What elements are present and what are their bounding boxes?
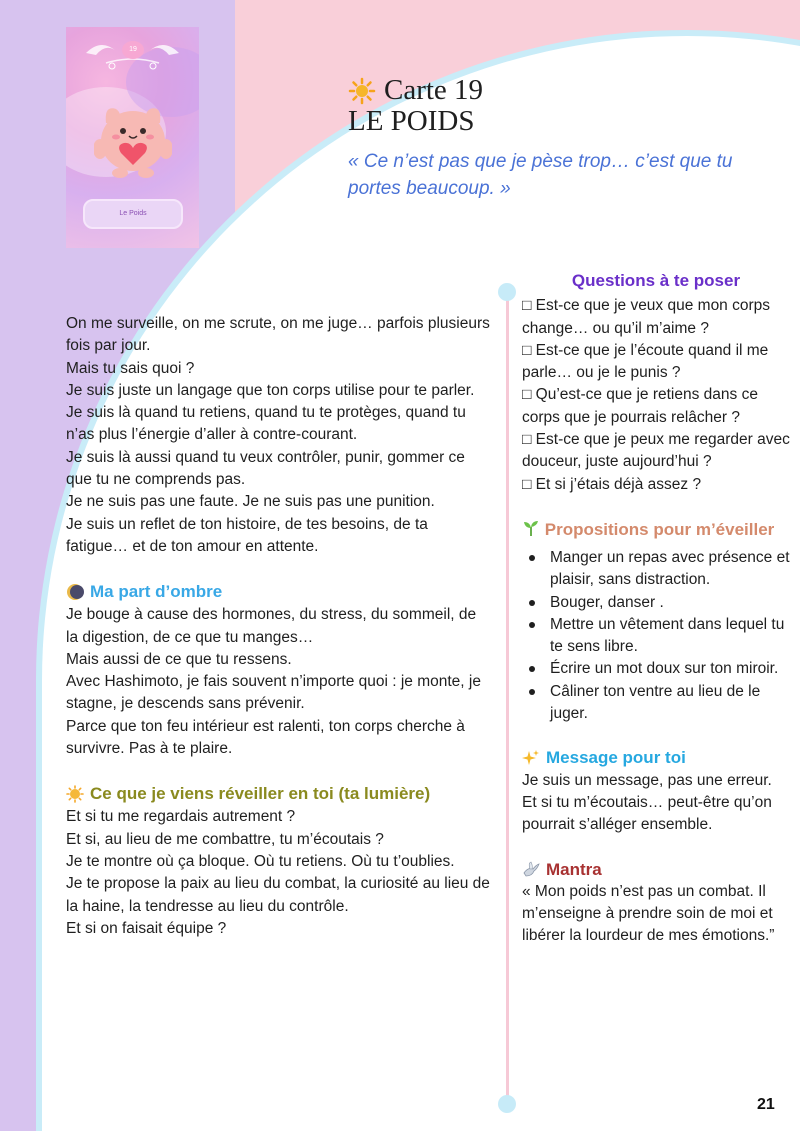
sparkles-icon (522, 749, 540, 767)
propositions-title: Propositions pour m’éveiller (544, 519, 775, 539)
moon-icon (66, 583, 84, 601)
left-column (66, 313, 491, 940)
title-block (348, 74, 778, 202)
heart-creature-icon (94, 93, 172, 181)
intro-paragraph: Je suis là aussi quand tu veux contrôler, punir, gommer ce que tu ne comprends pas. (66, 448, 465, 489)
list-item: Mettre un vêtement dans lequel tu te sens libre. (550, 614, 790, 659)
ombre-paragraph: Je bouge à cause des hormones, du stress, du sommeil, de la digestion, de ce que tu manges… (66, 606, 477, 646)
questions-list (522, 295, 790, 496)
questions-title: Questions à te poser (571, 271, 741, 290)
intro-paragraph: Je ne suis pas une faute. Je ne suis pas une punition. (66, 493, 435, 511)
lumiere-title: Ce que je viens réveiller en toi (ta lumière) (90, 784, 431, 804)
intro-section (66, 313, 491, 558)
list-item: Bouger, danser . (550, 592, 790, 614)
lumiere-heading (66, 782, 491, 806)
message-paragraph: Je suis un message, pas une erreur. (522, 771, 772, 789)
ombre-paragraph: Mais aussi de ce que tu ressens. (66, 650, 292, 668)
card-quote: « Ce n’est pas que je pèse trop… c’est que tu portes beaucoup. » (348, 151, 733, 199)
mantra-title: Mantra (546, 859, 602, 879)
sun-icon (66, 785, 84, 803)
message-title: Message pour toi (546, 748, 686, 768)
ombre-heading (66, 580, 491, 604)
question-item: □ Est-ce que je veux que mon corps change… ou qu’il m’aime ? (522, 297, 771, 337)
card-title-number: Carte 19 (384, 74, 484, 106)
lumiere-paragraph: Et si, au lieu de me combattre, tu m’écoutais ? (66, 830, 384, 848)
propositions-heading (522, 518, 790, 542)
intro-paragraph: Je suis là quand tu retiens, quand tu te protèges, quand tu n’as plus l’énergie d’aller à contre-courant. (66, 404, 466, 444)
timeline-dot-top (498, 283, 516, 301)
card-illustration (66, 27, 199, 248)
propositions-list (522, 547, 790, 725)
sprout-icon (522, 519, 540, 537)
star-icon (348, 77, 376, 105)
question-item: □ Est-ce que je l’écoute quand il me parle… ou je le punis ? (522, 341, 769, 382)
card-number-badge: 19 (122, 41, 144, 59)
card-title-name: LE POIDS (348, 105, 475, 137)
card-label-plate: Le Poids (83, 199, 183, 229)
message-heading (522, 747, 790, 769)
timeline-line (506, 291, 509, 1103)
list-item: Câliner ton ventre au lieu de le juger. (550, 681, 790, 726)
intro-paragraph: Je suis un reflet de ton histoire, de tes besoins, de ta fatigue… et de ton amour en attente. (66, 515, 428, 555)
intro-paragraph: Mais tu sais quoi ? (66, 359, 195, 377)
lumiere-paragraph: Je te propose la paix au lieu du combat, la curiosité au lieu de la haine, la tendresse au lieu du contrôle. (66, 875, 490, 915)
question-item: □ Est-ce que je peux me regarder avec douceur, juste aujourd’hui ? (522, 431, 790, 471)
page-number: 21 (757, 1096, 775, 1113)
lumiere-section (66, 806, 491, 940)
mantra-text: « Mon poids n’est pas un combat. Il m’enseigne à prendre soin de moi et libérer la lourdeur de mes émotions.” (522, 882, 775, 945)
lumiere-paragraph: Je te montre où ça bloque. Où tu retiens. Où tu t’oublies. (66, 852, 455, 870)
message-paragraph: Et si tu m’écoutais… peut-être qu’on pourrait s’alléger ensemble. (522, 793, 772, 834)
question-item: □ Et si j’étais déjà assez ? (522, 475, 702, 493)
lumiere-paragraph: Et si on faisait équipe ? (66, 919, 227, 937)
list-item: Manger un repas avec présence et plaisir, sans distraction. (550, 547, 790, 592)
dove-icon (522, 861, 540, 879)
lumiere-paragraph: Et si tu me regardais autrement ? (66, 808, 296, 826)
message-section (522, 770, 790, 837)
ombre-paragraph: Avec Hashimoto, je fais souvent n’importe quoi : je monte, je stagne, je descends sans prévenir. (66, 673, 481, 713)
question-item: □ Qu’est-ce que je retiens dans ce corps que je pourrais relâcher ? (522, 386, 758, 426)
ombre-section (66, 604, 491, 760)
right-column (522, 270, 790, 948)
timeline-dot-bottom (498, 1095, 516, 1113)
intro-paragraph: On me surveille, on me scrute, on me juge… parfois plusieurs fois par jour. (66, 315, 490, 355)
ombre-title: Ma part d’ombre (90, 582, 223, 602)
ombre-paragraph: Parce que ton feu intérieur est ralenti, ton corps cherche à survivre. Pas à te plaire. (66, 717, 465, 758)
list-item: Écrire un mot doux sur ton miroir. (550, 658, 790, 680)
intro-paragraph: Je suis juste un langage que ton corps utilise pour te parler. (66, 381, 475, 399)
mantra-heading (522, 859, 790, 881)
card-title (348, 74, 778, 107)
